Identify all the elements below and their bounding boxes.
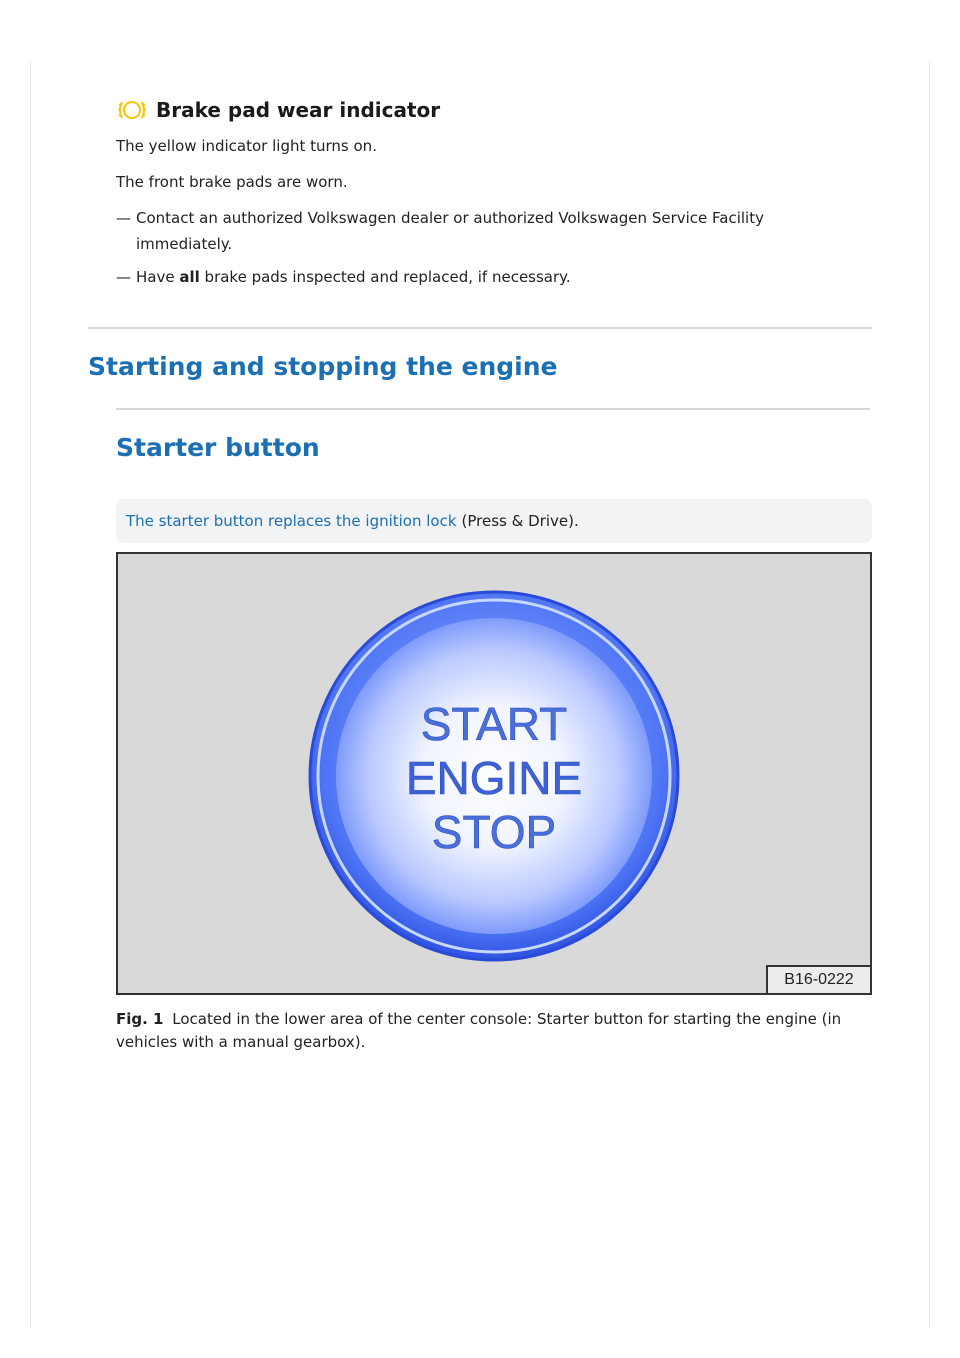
section-heading: Starting and stopping the engine (88, 352, 558, 381)
subsection-heading: Starter button (116, 433, 320, 462)
figure-label: Fig. 1 (116, 1010, 164, 1028)
page-border-left (30, 62, 31, 1328)
note-box (116, 499, 872, 543)
figure-caption (116, 1008, 872, 1054)
subsection-divider (116, 408, 870, 410)
page-border-right (929, 62, 930, 1328)
button-label-stop: STOP (431, 806, 557, 858)
ignition-lock-link[interactable]: The starter button replaces the ignition lock (126, 512, 457, 530)
bullet-dash: — (116, 268, 131, 286)
figure-caption-text: Located in the lower area of the center console: Starter button for starting the engine (in vehicles with a manual gearbox). (116, 1010, 842, 1051)
bullet-emphasis: all (179, 268, 200, 286)
bullet-inspect-pads (116, 264, 816, 290)
brake-pad-wear-icon (116, 98, 148, 122)
button-label-start: START (420, 698, 568, 750)
figure-code: B16-0222 (766, 965, 870, 993)
indicator-line-2: The front brake pads are worn. (116, 173, 348, 191)
button-label-engine: ENGINE (405, 752, 583, 804)
indicator-line-1: The yellow indicator light turns on. (116, 137, 377, 155)
starter-button-figure (116, 552, 872, 995)
start-engine-stop-button-image (308, 590, 680, 962)
bullet-contact-dealer (116, 205, 816, 257)
bullet-line-2: immediately. (136, 235, 233, 253)
bullet-dash: — (116, 209, 131, 227)
bullet-line-1: Contact an authorized Volkswagen dealer or authorized Volkswagen Service Facility (136, 209, 764, 227)
indicator-heading (116, 94, 440, 126)
note-rest-text: (Press & Drive). (461, 512, 579, 530)
bullet-pre: Have (136, 268, 175, 286)
section-divider (88, 327, 872, 329)
bullet-post: brake pads inspected and replaced, if necessary. (204, 268, 571, 286)
indicator-title: Brake pad wear indicator (156, 98, 441, 122)
bullet-text (116, 264, 816, 290)
